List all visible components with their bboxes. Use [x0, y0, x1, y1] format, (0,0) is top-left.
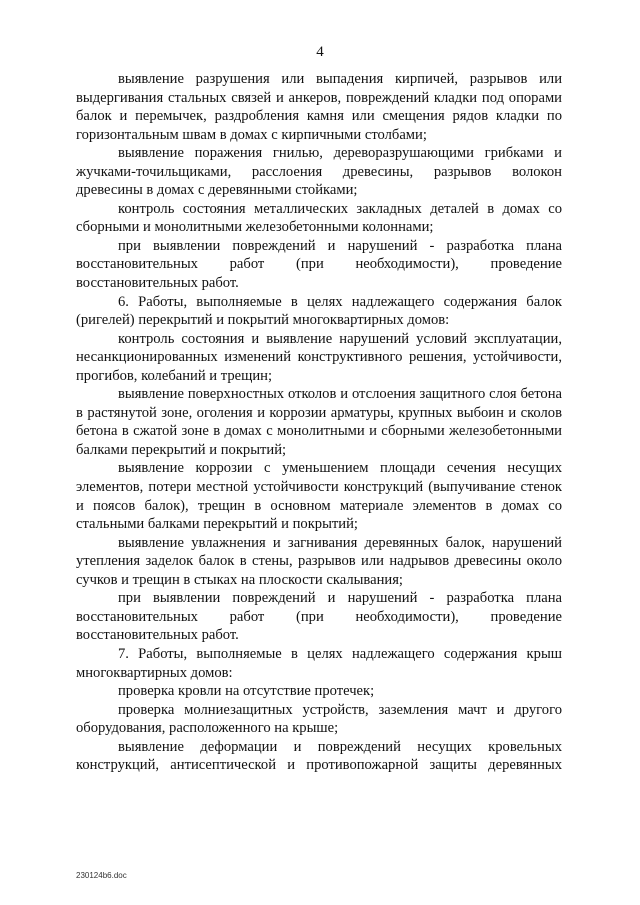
page-number: 4 — [316, 44, 324, 60]
document-body — [76, 70, 562, 775]
paragraph-7: выявление поверхностных отколов и отслоения защитного слоя бетона в растянутой зоне, оголения и коррозии арматуры, крупных выбоин и сколов бетона в сжатой зоне в домах с монолитными и сборными железобетонными балками перекрытий и покрытий; — [76, 386, 562, 458]
paragraph-4: при выявлении повреждений и нарушений - разработка плана восстановительных работ (при необходимости), проведение восстановительных работ. — [76, 237, 562, 292]
section-7-heading: 7. Работы, выполняемые в целях надлежащего содержания крыш многоквартирных домов: — [76, 645, 562, 681]
paragraph-12: проверка кровли на отсутствие протечек; — [118, 683, 375, 700]
section-6-heading: 6. Работы, выполняемые в целях надлежащего содержания балок (ригелей) перекрытий и покрытий многоквартирных домов: — [76, 293, 562, 329]
paragraph-13: проверка молниезащитных устройств, заземления мачт и другого оборудования, расположенного на крыше; — [76, 701, 562, 737]
paragraph-14: выявление деформации и повреждений несущих кровельных конструкций, антисептической и противопожарной защиты деревянных — [76, 738, 562, 774]
paragraph-2: выявление поражения гнилью, дереворазрушающими грибками и жучками-точильщиками, расслоения древесины, разрывов волокон древесины в домах с деревянными стойками; — [76, 145, 562, 199]
paragraph-6: контроль состояния и выявление нарушений условий эксплуатации, несанкционированных изменений конструктивного решения, устойчивости, прогибов, колебаний и трещин; — [76, 330, 562, 384]
paragraph-3: контроль состояния металлических закладных деталей в домах со сборными и монолитными железобетонными колоннами; — [76, 200, 562, 236]
paragraph-8: выявление коррозии с уменьшением площади сечения несущих элементов, потери местной устойчивости конструкций (выпучивание стенок и поясов балок), трещин в основном материале элементов в домах со стальными балками перекрытий и покрытий; — [76, 460, 562, 533]
file-name-footer: 230124b6.doc — [76, 871, 127, 880]
paragraph-1: выявление разрушения или выпадения кирпичей, разрывов или выдергивания стальных связей и анкеров, повреждений кладки под опорами балок и перемычек, раздробления камня или смещения рядов кладки по горизонтальным швам в домах с кирпичными столбами; — [76, 71, 562, 143]
paragraph-10: при выявлении повреждений и нарушений - разработка плана восстановительных работ (при необходимости), проведение восстановительных работ. — [76, 590, 562, 644]
paragraph-9: выявление увлажнения и загнивания деревянных балок, нарушений утепления заделок балок в стены, разрывов или надрывов древесины около сучков и трещин в стыках на плоскости скалывания; — [76, 534, 562, 588]
